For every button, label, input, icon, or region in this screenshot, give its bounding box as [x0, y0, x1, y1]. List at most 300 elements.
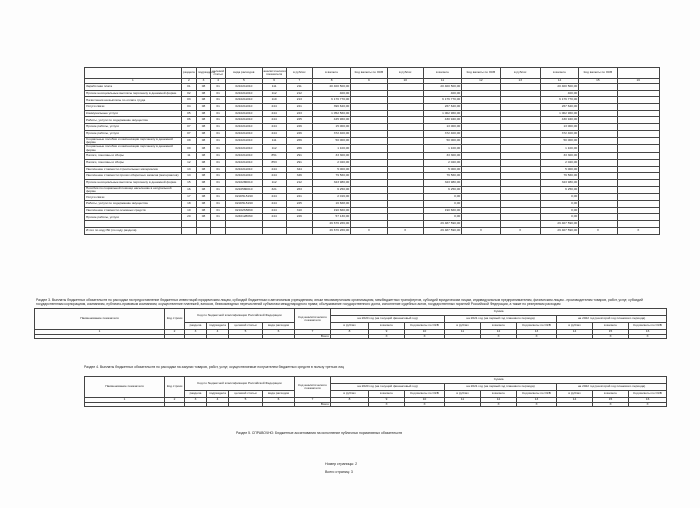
table-cell — [500, 97, 540, 104]
table-cell: 29 676 266,00 — [312, 227, 350, 234]
table-row — [85, 130, 660, 137]
header-cell: Код валюты по ОКВ — [629, 391, 667, 398]
table-cell — [462, 214, 500, 221]
table-cell: 291 — [286, 159, 312, 166]
row-label: Увеличение стоимости основных средств — [85, 207, 182, 214]
table-cell — [500, 110, 540, 117]
table-cell: 0210211010 — [226, 97, 262, 104]
table-cell: 08 — [196, 201, 210, 208]
table-cell: 323 980,00 — [540, 179, 578, 186]
table-cell — [351, 110, 387, 117]
header-row — [35, 309, 667, 316]
header-cell: в рублях — [331, 391, 369, 398]
total-pages: Всего страниц: 3 — [325, 470, 353, 474]
table-cell — [462, 201, 500, 208]
table-row — [85, 124, 660, 131]
table-cell: 50 000,00 — [540, 137, 578, 145]
table-cell — [263, 334, 295, 339]
table-cell — [387, 117, 423, 124]
table-cell: X — [617, 227, 659, 234]
table-cell: 08 — [196, 90, 210, 97]
total-row — [35, 334, 667, 339]
row-label: Увеличение стоимости строительных материалов — [85, 166, 182, 173]
table-cell — [617, 194, 659, 201]
table-cell: 225 — [286, 201, 312, 208]
table-cell: 1 100,00 — [423, 145, 461, 153]
column-number-cell: 8 — [331, 330, 369, 335]
table-cell — [351, 97, 387, 104]
column-number-cell: 2 — [181, 79, 196, 84]
total-label: Всего — [295, 334, 331, 339]
table-cell: 01 — [211, 97, 226, 104]
table-cell — [617, 159, 659, 166]
table-cell — [579, 166, 617, 173]
table-cell — [387, 153, 423, 160]
table-cell — [579, 117, 617, 124]
row-label: Начисления на выплаты по оплате труда — [85, 97, 182, 104]
table-cell — [226, 221, 262, 228]
header-cell: в рублях — [445, 323, 481, 330]
table-cell: 0210211010 — [226, 145, 262, 153]
section-5-title: Раздел 5. СПРАВОЧНО: Бюджетные ассигнования на исполнение публичных нормативных обязательств — [236, 431, 403, 435]
table-cell — [211, 227, 226, 234]
table-cell — [579, 173, 617, 180]
table-cell — [351, 173, 387, 180]
table-cell — [351, 186, 387, 194]
table-cell: 08 — [196, 84, 210, 91]
header-cell: Наименование показателя — [35, 309, 165, 330]
header-cell — [85, 68, 182, 79]
table-cell — [387, 97, 423, 104]
table-cell: 112 — [262, 90, 286, 97]
header-cell: на 2022 год (на второй год планового периода) — [557, 316, 667, 323]
table-cell — [579, 90, 617, 97]
table-cell — [500, 104, 540, 111]
row-label: Прочие несоциальные выплаты персоналу в денежной форме — [85, 179, 182, 186]
table-cell — [462, 207, 500, 214]
grand-total-row — [85, 227, 660, 234]
table-cell: 08 — [196, 110, 210, 117]
column-number-cell: 9 — [351, 79, 387, 84]
table-cell — [617, 117, 659, 124]
table-cell — [387, 201, 423, 208]
x-mark: X — [369, 402, 405, 407]
table-cell: 01 — [211, 179, 226, 186]
row-label: Услуги связи — [85, 194, 182, 201]
column-number-cell: 7 — [286, 79, 312, 84]
table-cell: 400,00 — [312, 90, 350, 97]
table-cell — [462, 166, 500, 173]
table-cell — [286, 227, 312, 234]
table-cell: 01 — [211, 173, 226, 180]
table-cell: X — [351, 227, 387, 234]
table-cell — [351, 207, 387, 214]
table-row — [85, 97, 660, 104]
header-cell: в валюте — [593, 323, 629, 330]
table-cell — [579, 194, 617, 201]
table-cell: 50 000,00 — [312, 137, 350, 145]
table-cell — [85, 402, 165, 407]
table-cell: 01 — [211, 117, 226, 124]
total-label: Всего — [295, 402, 331, 407]
table-cell: 6 176 770,00 — [423, 97, 461, 104]
table-cell: 851 — [262, 153, 286, 160]
table-row — [85, 186, 660, 194]
table-cell — [462, 137, 500, 145]
table-cell — [617, 130, 659, 137]
table-cell: 190 660,00 — [423, 207, 461, 214]
header-cell: в рублях — [331, 323, 369, 330]
header-cell: вида расходов — [226, 68, 262, 79]
table-row — [85, 90, 660, 97]
table-cell — [351, 179, 387, 186]
table-row — [85, 153, 660, 160]
column-number-cell: 9 — [369, 398, 405, 403]
table-cell — [617, 137, 659, 145]
column-number-cell: 15 — [593, 398, 629, 403]
table-cell: 212 — [286, 90, 312, 97]
table-cell — [196, 227, 210, 234]
table-cell — [462, 124, 500, 131]
table-cell: 430 940,00 — [423, 117, 461, 124]
table-cell: 16 — [181, 186, 196, 194]
table-cell: 0210280010 — [226, 179, 262, 186]
table-cell — [331, 402, 369, 407]
table-cell: 112 — [262, 179, 286, 186]
table-cell: 01 — [211, 145, 226, 153]
header-cell: раздела — [181, 68, 196, 79]
table-cell: 01 — [211, 84, 226, 91]
header-cell: вида расходов — [263, 323, 295, 330]
header-cell: на 2021 год (на первый год планового периода) — [445, 316, 557, 323]
table-cell — [500, 153, 540, 160]
table-cell — [462, 130, 500, 137]
table-cell: 08 — [196, 166, 210, 173]
row-label: Заработная плата — [85, 84, 182, 91]
column-number-cell: 6 — [263, 398, 295, 403]
table-cell — [351, 137, 387, 145]
row-label: Увеличение стоимости прочих оборотных запасов (материалов) — [85, 173, 182, 180]
table-cell: 112 — [262, 145, 286, 153]
table-cell: 6 250,00 — [540, 186, 578, 194]
table-cell — [500, 194, 540, 201]
expenses-table — [84, 67, 660, 235]
header-row — [85, 377, 667, 384]
table-cell — [351, 159, 387, 166]
table-cell — [500, 117, 540, 124]
header-cell: в рублях — [557, 323, 593, 330]
table-cell — [35, 334, 165, 339]
table-cell — [351, 201, 387, 208]
x-mark: X — [405, 402, 445, 407]
table-cell — [445, 402, 481, 407]
table-cell: 0210211010 — [226, 124, 262, 131]
table-cell: 33 300,00 — [312, 153, 350, 160]
table-cell: 430 940,00 — [540, 117, 578, 124]
column-number-cell: 12 — [481, 330, 517, 335]
table-cell — [85, 221, 182, 228]
table-cell — [387, 179, 423, 186]
table-cell: 12 — [181, 159, 196, 166]
x-mark: X — [369, 334, 405, 339]
header-cell: Наименование показателя — [85, 377, 165, 398]
table-cell — [617, 84, 659, 91]
column-number-cell: 9 — [369, 330, 405, 335]
table-cell — [579, 137, 617, 145]
x-mark: X — [593, 334, 629, 339]
table-cell — [500, 145, 540, 153]
table-cell: 5 000,00 — [540, 166, 578, 173]
header-cell: Код аналитического показателя — [295, 377, 331, 398]
table-cell: 244 — [262, 207, 286, 214]
table-cell: 853 — [262, 159, 286, 166]
header-cell: в рублях — [387, 68, 423, 79]
table-row — [85, 104, 660, 111]
row-label: Налоги, пошлины и сборы — [85, 153, 182, 160]
x-mark: X — [481, 334, 517, 339]
table-cell — [579, 214, 617, 221]
table-row — [85, 207, 660, 214]
table-cell — [207, 402, 229, 407]
table-cell — [387, 207, 423, 214]
table-cell — [387, 173, 423, 180]
table-cell: 244 — [262, 104, 286, 111]
table-cell: 17 — [181, 194, 196, 201]
table-cell: 13 000,00 — [423, 124, 461, 131]
section-3-table — [34, 308, 667, 339]
table-cell: 01 — [211, 124, 226, 131]
header-cell: Код валюты по ОКВ — [517, 323, 557, 330]
table-row — [85, 214, 660, 221]
column-number-cell: 1 — [35, 330, 165, 335]
table-cell — [500, 221, 540, 228]
table-cell: 213 — [286, 97, 312, 104]
column-number-cell: 6 — [262, 79, 286, 84]
header-cell: подраздела — [207, 391, 229, 398]
table-cell — [617, 207, 659, 214]
table-cell — [387, 110, 423, 117]
table-cell: 08 — [196, 130, 210, 137]
column-number-cell: 11 — [445, 398, 481, 403]
table-cell — [351, 166, 387, 173]
column-number-cell: 12 — [481, 398, 517, 403]
header-cell: раздела — [185, 391, 207, 398]
table-cell — [500, 186, 540, 194]
table-cell — [445, 334, 481, 339]
column-number-cell: 4 — [211, 79, 226, 84]
table-cell — [500, 179, 540, 186]
table-cell: 111 — [262, 137, 286, 145]
table-cell: X — [387, 227, 423, 234]
header-cell: на 2020 год (на текущий финансовый год) — [331, 316, 445, 323]
table-cell: 323 980,00 — [423, 179, 461, 186]
table-cell — [229, 402, 263, 407]
table-cell: 244 — [262, 130, 286, 137]
header-cell: в валюте — [481, 391, 517, 398]
table-cell: 01 — [211, 90, 226, 97]
table-row — [85, 110, 660, 117]
column-number-cell: 4 — [207, 398, 229, 403]
table-cell: 244 — [262, 166, 286, 173]
column-number-cell: 13 — [517, 330, 557, 335]
table-cell: X — [579, 227, 617, 234]
table-cell: 2 020,00 — [312, 159, 350, 166]
table-cell — [579, 104, 617, 111]
table-cell: 0,00 — [540, 207, 578, 214]
table-cell: 20 400 500,00 — [540, 84, 578, 91]
table-cell: 2 020,00 — [540, 159, 578, 166]
total-row — [85, 221, 660, 228]
header-cell: на 2021 год (на первый год планового периода) — [445, 384, 557, 391]
table-cell: 190 660,00 — [312, 207, 350, 214]
table-cell — [262, 221, 286, 228]
table-cell: 08 — [196, 194, 210, 201]
table-cell: 08 — [196, 179, 210, 186]
table-cell — [229, 334, 263, 339]
row-label: Прочие работы, услуги — [85, 214, 182, 221]
row-label: Услуги связи — [85, 104, 182, 111]
header-cell: подраздела — [207, 323, 229, 330]
table-cell: 08 — [196, 124, 210, 131]
table-cell: 08 — [196, 97, 210, 104]
table-cell — [211, 221, 226, 228]
table-cell: 1 052 560,00 — [312, 110, 350, 117]
table-cell: 08 — [196, 207, 210, 214]
column-number-cell: 1 — [85, 398, 165, 403]
header-cell: в рублях — [286, 68, 312, 79]
table-cell: 08 — [196, 153, 210, 160]
table-cell — [185, 402, 207, 407]
header-cell: Код валюты по ОКВ — [579, 68, 617, 79]
table-cell: 244 — [262, 173, 286, 180]
row-label: Прочие работы, услуги — [85, 124, 182, 131]
table-cell: 372 400,00 — [423, 130, 461, 137]
table-cell — [579, 110, 617, 117]
table-cell: 57 130,00 — [312, 214, 350, 221]
table-cell: 225 — [286, 117, 312, 124]
header-cell: в валюте — [369, 391, 405, 398]
table-cell: 445 960,00 — [312, 117, 350, 124]
table-cell: 5 000,00 — [423, 166, 461, 173]
table-cell: 03 — [181, 97, 196, 104]
table-cell: 08 — [196, 186, 210, 194]
table-cell: 20 400 500,00 — [423, 84, 461, 91]
table-cell — [617, 173, 659, 180]
table-cell: 1 002 960,00 — [540, 110, 578, 117]
table-cell — [579, 159, 617, 166]
table-cell: 0210211010 — [226, 166, 262, 173]
column-number-cell: 16 — [617, 79, 659, 84]
table-cell: 0,00 — [540, 214, 578, 221]
column-number-cell: 14 — [557, 330, 593, 335]
table-cell: 79 560,00 — [540, 173, 578, 180]
table-cell: 08 — [196, 104, 210, 111]
table-cell: 02102S5660 — [226, 207, 262, 214]
table-cell — [617, 90, 659, 97]
table-cell: 111 — [262, 84, 286, 91]
table-cell — [263, 402, 295, 407]
table-cell: 07 — [181, 130, 196, 137]
column-number-cell: 4 — [207, 330, 229, 335]
table-cell — [579, 97, 617, 104]
table-cell: 226 — [286, 130, 312, 137]
column-number-cell: 10 — [405, 398, 445, 403]
table-cell: 01 — [211, 207, 226, 214]
table-cell: 0,00 — [423, 201, 461, 208]
table-cell: 0210211010 — [226, 104, 262, 111]
table-cell — [500, 90, 540, 97]
table-row — [85, 173, 660, 180]
table-cell: 13 — [181, 166, 196, 173]
table-cell: 244 — [262, 214, 286, 221]
column-number-cell: 16 — [629, 330, 667, 335]
row-label: Работы, услуги по содержанию имущества — [85, 117, 182, 124]
table-cell: 08 — [196, 214, 210, 221]
table-cell: 0210211010 — [226, 173, 262, 180]
table-cell: 1 002 960,00 — [423, 110, 461, 117]
table-cell — [500, 166, 540, 173]
table-cell: 0210211010 — [226, 117, 262, 124]
header-cell: в валюте — [593, 391, 629, 398]
table-cell: 310 — [286, 207, 312, 214]
table-cell: 0210211010 — [226, 84, 262, 91]
table-cell — [579, 130, 617, 137]
table-cell — [387, 104, 423, 111]
header-cell: Код валюты по ОКВ — [351, 68, 387, 79]
table-cell — [351, 214, 387, 221]
table-cell: 266 — [286, 137, 312, 145]
table-cell: 06 — [181, 117, 196, 124]
column-number-cell: 13 — [517, 398, 557, 403]
table-cell — [387, 159, 423, 166]
x-mark: X — [405, 334, 445, 339]
table-cell: 266 — [286, 145, 312, 153]
table-cell: 2 020,00 — [423, 159, 461, 166]
table-cell — [387, 145, 423, 153]
column-number-cell: 2 — [165, 398, 185, 403]
table-cell — [462, 173, 500, 180]
column-number-cell: 5 — [226, 79, 262, 84]
column-number-cell: 6 — [263, 330, 295, 335]
table-cell — [462, 179, 500, 186]
table-cell: 0,00 — [423, 194, 461, 201]
table-cell — [617, 166, 659, 173]
table-cell — [196, 221, 210, 228]
table-cell: 346 — [286, 173, 312, 180]
table-cell: 226 — [286, 214, 312, 221]
table-cell — [557, 402, 593, 407]
table-cell — [351, 84, 387, 91]
table-cell — [165, 334, 185, 339]
column-number-cell: 16 — [629, 398, 667, 403]
table-cell — [351, 90, 387, 97]
table-cell: 244 — [262, 117, 286, 124]
table-cell: 05 — [181, 110, 196, 117]
column-number-cell: 5 — [229, 398, 263, 403]
header-cell: Код строки — [165, 377, 185, 398]
x-mark: X — [517, 334, 557, 339]
table-cell: 396 620,00 — [312, 104, 350, 111]
header-cell: вида расходов — [263, 391, 295, 398]
table-cell — [462, 84, 500, 91]
table-cell: 08 — [196, 137, 210, 145]
table-cell — [351, 104, 387, 111]
table-cell: 400,00 — [423, 90, 461, 97]
table-cell: 01 — [211, 214, 226, 221]
table-cell: 267 620,00 — [540, 104, 578, 111]
table-cell: 13 000,00 — [540, 124, 578, 131]
table-cell — [387, 214, 423, 221]
